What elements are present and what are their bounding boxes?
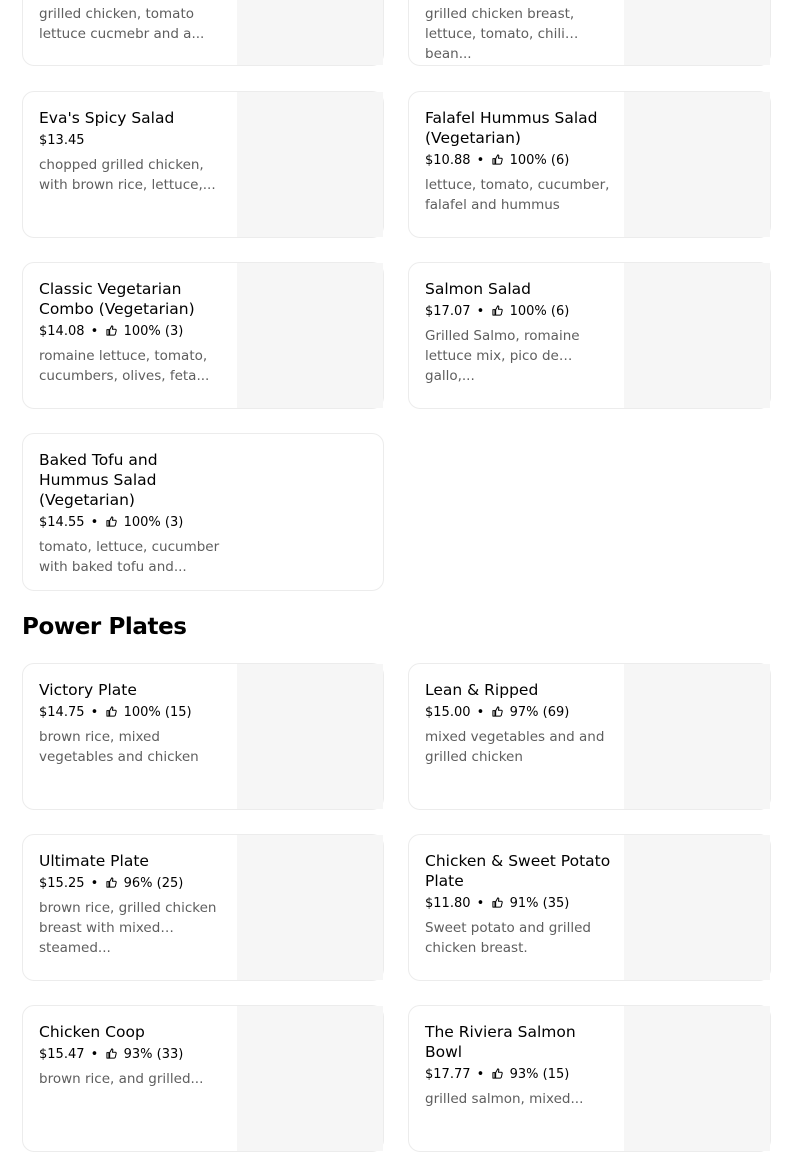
item-name: Ultimate Plate: [39, 852, 149, 870]
item-rating: 100% (15): [123, 705, 192, 720]
item-description: brown rice, mixed vegetables and chicken: [39, 729, 199, 765]
item-meta: $15.25 • 96% (25): [39, 876, 184, 891]
thumbs-up-icon: [492, 305, 503, 316]
item-name: Falafel Hummus Salad (Vegetarian): [425, 109, 598, 147]
item-image: [237, 835, 383, 980]
item-image: [237, 1006, 383, 1151]
thumbs-up-icon: [492, 154, 503, 165]
item-price: $14.55: [39, 515, 85, 530]
item-price: $14.75: [39, 705, 85, 720]
menu-item-card[interactable]: [22, 262, 384, 409]
menu-item-card[interactable]: [22, 663, 384, 810]
menu-item-card[interactable]: [408, 834, 771, 981]
item-meta: $14.08 • 100% (3): [39, 324, 184, 339]
item-price: $10.88: [425, 153, 471, 168]
item-rating: 93% (15): [509, 1067, 570, 1082]
thumbs-up-icon: [106, 1048, 117, 1059]
item-description: grilled salmon, mixed...: [425, 1091, 584, 1107]
item-meta: [39, 131, 225, 151]
item-price: $13.45: [39, 133, 85, 148]
item-image: [624, 835, 770, 980]
item-description: Sweet potato and grilled chicken breast.: [425, 920, 591, 956]
item-description: romaine lettuce, tomato, cucumbers, olives, feta...: [39, 348, 210, 384]
item-meta: $17.77 • 93% (15): [425, 1067, 570, 1082]
item-rating: 100% (6): [509, 304, 570, 319]
item-price: $17.07: [425, 304, 471, 319]
item-description: brown rice, and grilled...: [39, 1071, 204, 1087]
item-description: chopped grilled chicken, with brown rice, lettuce,...: [39, 157, 216, 193]
item-meta: $17.07 • 100% (6): [425, 304, 570, 319]
item-meta: $14.75 • 100% (15): [39, 705, 192, 720]
thumbs-up-icon: [106, 325, 117, 336]
item-name: Victory Plate: [39, 681, 137, 699]
item-rating: 93% (33): [123, 1047, 184, 1062]
item-price: $15.47: [39, 1047, 85, 1062]
item-image: [624, 92, 770, 237]
thumbs-up-icon: [106, 516, 117, 527]
menu-item-card[interactable]: [22, 91, 384, 238]
menu-item-card[interactable]: [408, 1005, 771, 1152]
item-image: [237, 664, 383, 809]
item-image: [624, 1006, 770, 1151]
item-meta: $15.47 • 93% (33): [39, 1047, 184, 1062]
menu-item-card[interactable]: [408, 0, 771, 66]
thumbs-up-icon: [106, 877, 117, 888]
item-description: grilled chicken, tomato lettuce cucmebr and a...: [39, 6, 205, 42]
item-rating: 100% (3): [123, 515, 184, 530]
item-price: $14.08: [39, 324, 85, 339]
item-meta: $14.55 • 100% (3): [39, 515, 184, 530]
menu-item-card[interactable]: [22, 0, 384, 66]
item-image: [624, 664, 770, 809]
item-name: Eva's Spicy Salad: [39, 109, 175, 127]
menu-item-card[interactable]: [22, 834, 384, 981]
item-description: mixed vegetables and and grilled chicken: [425, 729, 605, 765]
item-price: $15.25: [39, 876, 85, 891]
item-description: Grilled Salmo, romaine lettuce mix, pico de gallo,...: [425, 328, 580, 384]
menu-item-card[interactable]: [408, 91, 771, 238]
item-description: brown rice, grilled chicken breast with mixed steamed...: [39, 900, 217, 956]
item-price: $17.77: [425, 1067, 471, 1082]
item-name: Chicken & Sweet Potato Plate: [425, 852, 611, 890]
item-name: Chicken Coop: [39, 1023, 145, 1041]
item-rating: 97% (69): [509, 705, 570, 720]
item-image: [624, 263, 770, 408]
item-rating: 96% (25): [123, 876, 184, 891]
item-description: tomato, lettuce, cucumber with baked tofu and...: [39, 539, 220, 575]
item-image: [237, 92, 383, 237]
item-image: [237, 263, 383, 408]
item-description: grilled chicken breast, lettuce, tomato, chili bean...: [425, 6, 575, 62]
item-price: $15.00: [425, 705, 471, 720]
menu-item-card[interactable]: [22, 1005, 384, 1152]
item-rating: 100% (6): [509, 153, 570, 168]
menu-item-card[interactable]: [408, 663, 771, 810]
menu-item-card[interactable]: [408, 262, 771, 409]
item-meta: $15.00 • 97% (69): [425, 705, 570, 720]
item-name: Baked Tofu and Hummus Salad (Vegetarian): [39, 451, 158, 509]
item-rating: 91% (35): [509, 896, 570, 911]
thumbs-up-icon: [492, 706, 503, 717]
thumbs-up-icon: [492, 897, 503, 908]
item-rating: 100% (3): [123, 324, 184, 339]
section-title-power-plates: Power Plates: [22, 614, 187, 640]
item-name: Classic Vegetarian Combo (Vegetarian): [39, 280, 195, 318]
item-name: The Riviera Salmon Bowl: [425, 1023, 576, 1061]
item-image: [624, 0, 770, 65]
item-name: Lean & Ripped: [425, 681, 539, 699]
item-name: Salmon Salad: [425, 280, 531, 298]
thumbs-up-icon: [492, 1068, 503, 1079]
item-description: lettuce, tomato, cucumber, falafel and hummus: [425, 177, 610, 213]
item-image: [237, 0, 383, 65]
thumbs-up-icon: [106, 706, 117, 717]
item-meta: $10.88 • 100% (6): [425, 153, 570, 168]
item-price: $11.80: [425, 896, 471, 911]
menu-item-card[interactable]: [22, 433, 384, 591]
item-meta: $11.80 • 91% (35): [425, 896, 570, 911]
